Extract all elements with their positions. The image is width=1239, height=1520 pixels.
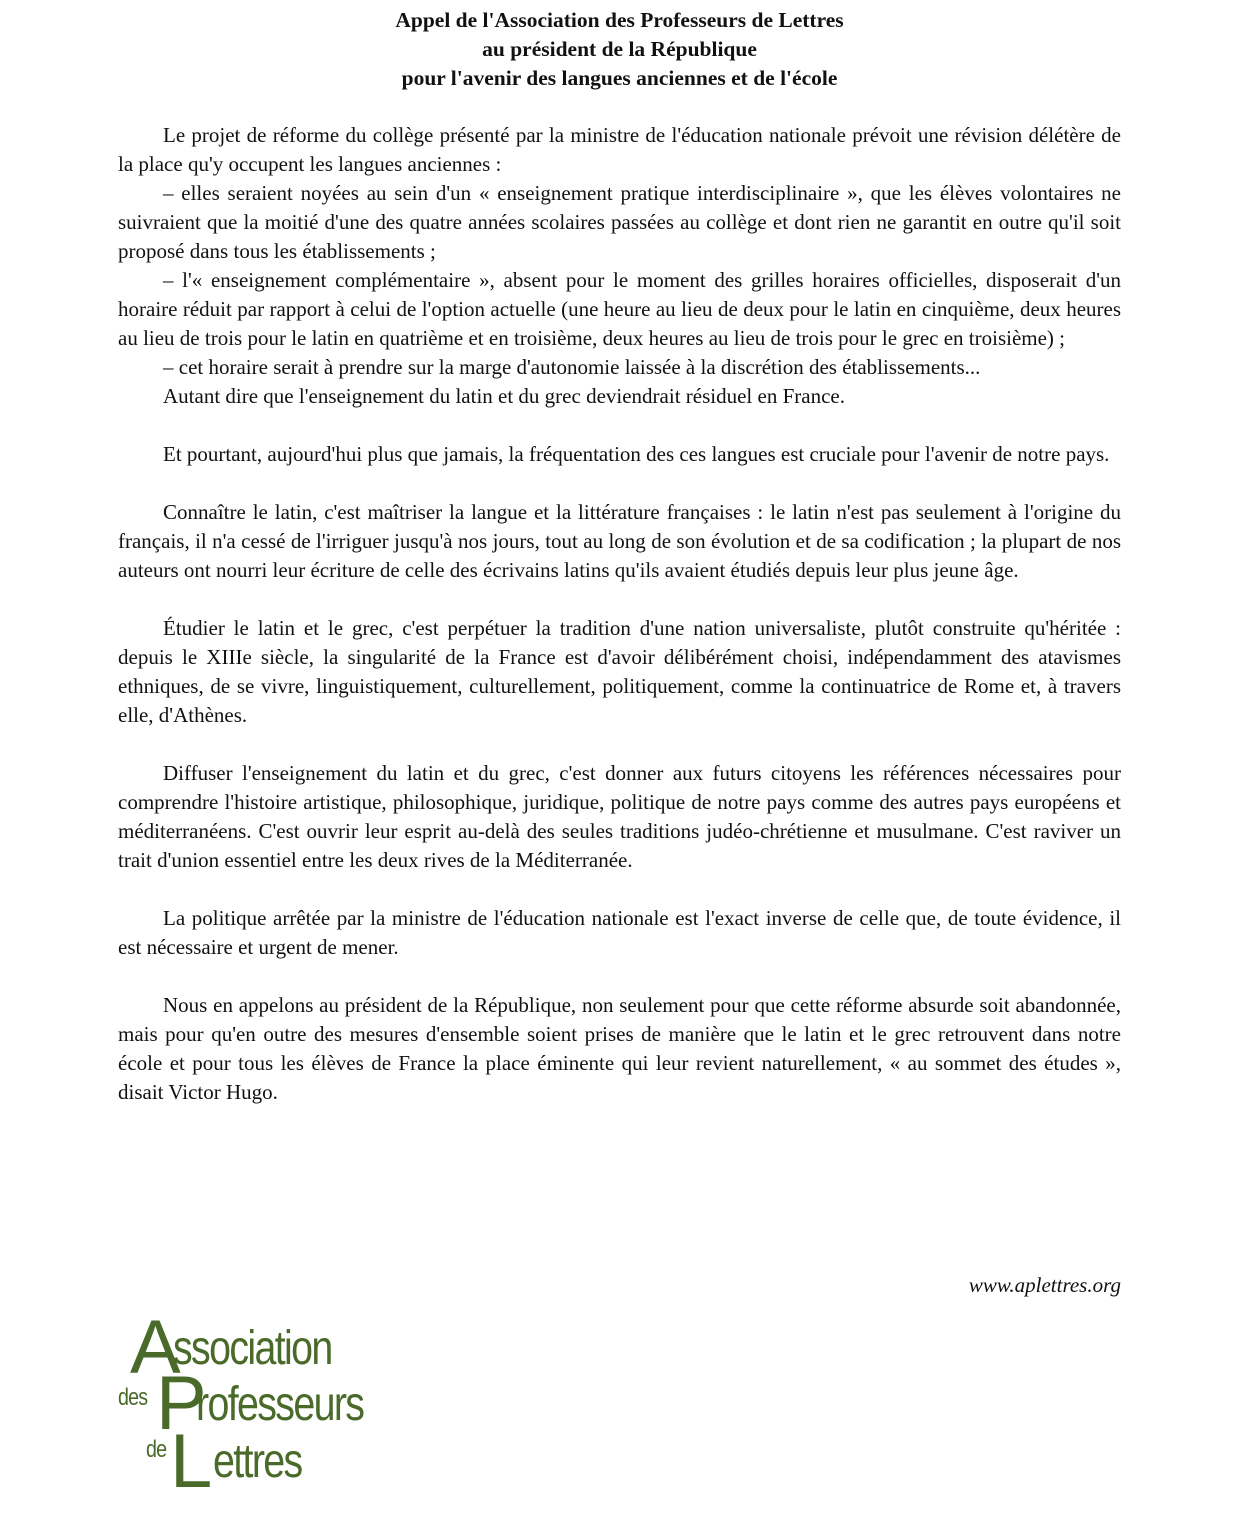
title-line-3: pour l'avenir des langues anciennes et de l'école bbox=[401, 66, 838, 90]
title-line-2: au président de la République bbox=[482, 37, 757, 61]
paragraph: Autant dire que l'enseignement du latin et du grec deviendrait résiduel en France. bbox=[163, 384, 845, 408]
paragraph: – elles seraient noyées au sein d'un « enseignement pratique interdisciplinaire », que les élèves volontaires ne suivraient que la moitié d'une des quatre années scolaires passées au collège et dont rien ne garantit en outre qu'il soit proposé dans tous les établissements ; bbox=[118, 181, 1121, 263]
document-title bbox=[0, 6, 1239, 93]
website-link[interactable]: www.aplettres.org bbox=[968, 1273, 1121, 1297]
paragraph: Connaître le latin, c'est maîtriser la langue et la littérature françaises : le latin n'est pas seulement à l'origine du français, il n'a cessé de l'irriguer jusqu'à nos jours, tout au long de son évolution et de sa codification ; la plupart de nos auteurs ont nourri leur écriture de celle des écrivains latins qu'ils avaient étudiés depuis leur plus jeune âge. bbox=[118, 500, 1121, 582]
title-line-1: Appel de l'Association des Professeurs de Lettres bbox=[395, 8, 844, 32]
paragraph: La politique arrêtée par la ministre de l'éducation nationale est l'exact inverse de celle que, de toute évidence, il est nécessaire et urgent de mener. bbox=[118, 906, 1121, 959]
paragraph: Diffuser l'enseignement du latin et du grec, c'est donner aux futurs citoyens les références nécessaires pour comprendre l'histoire artistique, philosophique, juridique, politique de notre pays comme des autres pays européens et méditerranéens. C'est ouvrir leur esprit au-delà des seules traditions judéo-chrétienne et musulmane. C'est raviver un trait d'union essentiel entre les deux rives de la Méditerranée. bbox=[118, 761, 1121, 872]
association-logo: A ssociation des P rofesseurs de L ettres bbox=[118, 1305, 364, 1504]
paragraph: – l'« enseignement complémentaire », absent pour le moment des grilles horaires officielles, disposerait d'un horaire réduit par rapport à celui de l'option actuelle (une heure au lieu de deux pour le latin en cinquième, deux heures au lieu de trois pour le latin en quatrième et en troisième, deux heures au lieu de trois pour le grec en troisième) ; bbox=[118, 268, 1121, 350]
document-body bbox=[118, 121, 1121, 1107]
paragraph: Étudier le latin et le grec, c'est perpétuer la tradition d'une nation universaliste, plutôt construite qu'héritée : depuis le XIIIe siècle, la singularité de la France est d'avoir délibérément choisi, indépendamment des atavismes ethniques, de se vivre, linguistiquement, culturellement, politiquement, comme la continuatrice de Rome et, à travers elle, d'Athènes. bbox=[118, 616, 1121, 727]
paragraph: – cet horaire serait à prendre sur la marge d'autonomie laissée à la discrétion des établissements... bbox=[163, 355, 981, 379]
paragraph: Et pourtant, aujourd'hui plus que jamais, la fréquentation des ces langues est cruciale pour l'avenir de notre pays. bbox=[163, 442, 1110, 466]
paragraph: Le projet de réforme du collège présenté par la ministre de l'éducation nationale prévoit une révision délétère de la place qu'y occupent les langues anciennes : bbox=[118, 123, 1121, 176]
paragraph: Nous en appelons au président de la République, non seulement pour que cette réforme absurde soit abandonnée, mais pour qu'en outre des mesures d'ensemble soient prises de manière que le latin et le grec retrouvent dans notre école et pour tous les élèves de France la place éminente qui leur revient naturellement, « au sommet des études », disait Victor Hugo. bbox=[118, 993, 1121, 1104]
